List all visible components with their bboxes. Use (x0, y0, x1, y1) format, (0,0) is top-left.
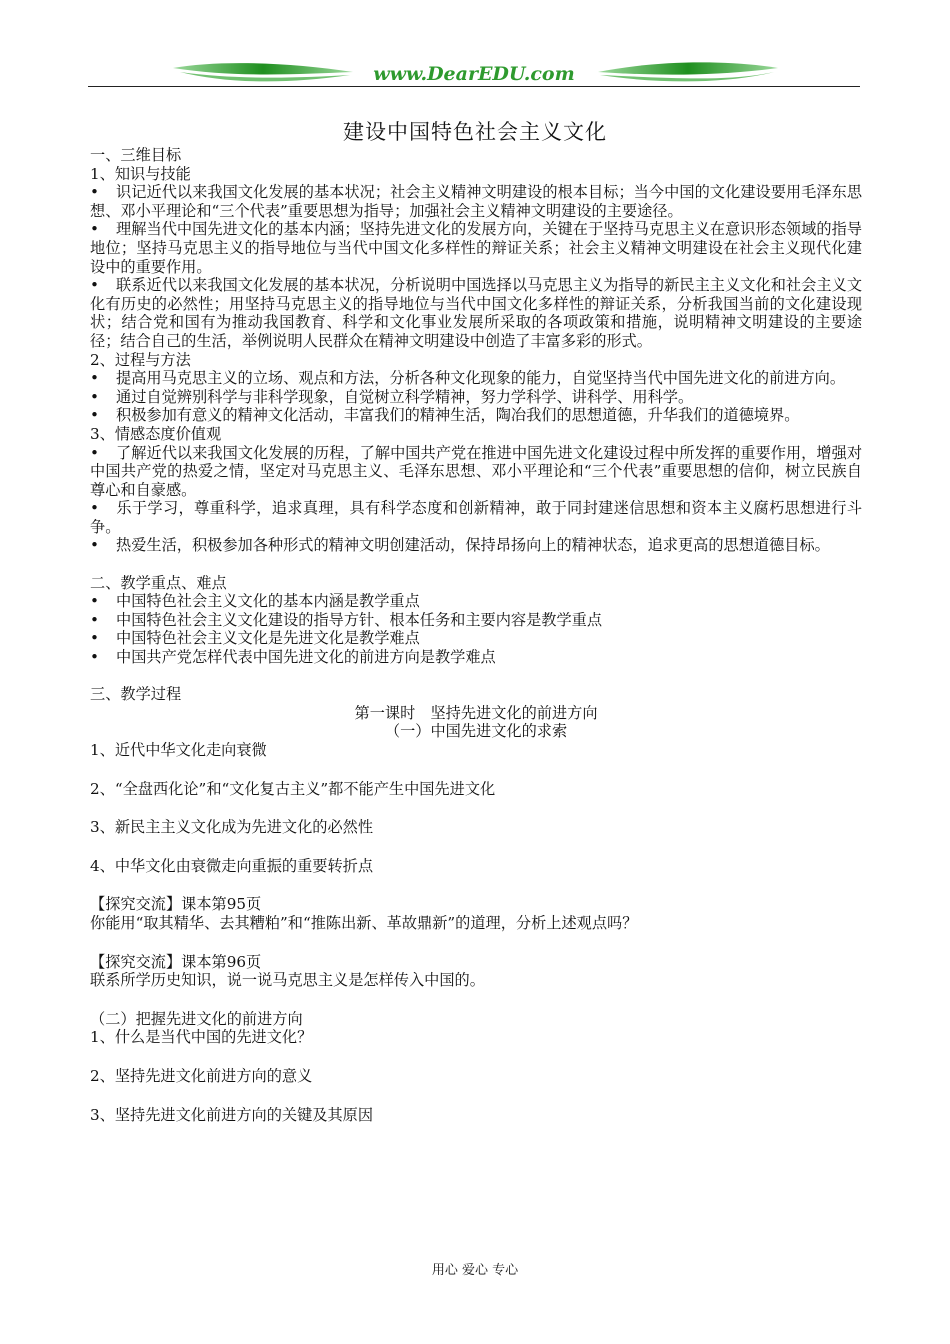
bullet-glyph: • (90, 369, 99, 388)
bullet-text: 识记近代以来我国文化发展的基本状况；社会主义精神文明建设的根本目标；当今中国的文化建设要用毛泽东思想、邓小平理论和“三个代表”重要思想为指导；加强社会主义精神文明建设的主要途径。 (90, 183, 862, 220)
document-body (90, 146, 862, 1124)
header-divider (88, 86, 860, 87)
bullet-glyph: • (90, 648, 99, 667)
bullet-item (90, 444, 862, 500)
bullet-glyph: • (90, 276, 99, 295)
spacer (90, 1086, 862, 1106)
bullet-glyph: • (90, 406, 99, 425)
bullet-text: 中国特色社会主义文化是先进文化是教学难点 (116, 629, 420, 648)
bullet-glyph: • (90, 629, 99, 648)
spacer (90, 667, 862, 686)
section-heading: 二、教学重点、难点 (90, 573, 227, 592)
bullet-text: 中国特色社会主义文化的基本内涵是教学重点 (116, 592, 420, 611)
bullet-glyph: • (90, 387, 99, 406)
bullet-item (90, 629, 862, 648)
bullet-text: 了解近代以来我国文化发展的历程，了解中国共产党在推进中国先进文化建设过程中所发挥的重要作用，增强对中国共产党的热爱之情，坚定对马克思主义、毛泽东思想、邓小平理论和“三个代表”重要思想的信仰，树立民族自尊心和自豪感。 (90, 443, 862, 499)
bullet-item (90, 592, 862, 611)
site-name: www.DearEDU.com (373, 63, 575, 85)
lesson-title: 第一课时 坚持先进文化的前进方向 (354, 703, 598, 722)
numbered-item: 4、中华文化由衰微走向重振的重要转折点 (90, 856, 374, 875)
bullet-glyph: • (90, 592, 99, 611)
document-title: 建设中国特色社会主义文化 (343, 120, 607, 144)
page-footer: 用心 爱心 专心 (431, 1263, 519, 1278)
bullet-text: 提高用马克思主义的立场、观点和方法，分析各种文化现象的能力，自觉坚持当代中国先进文化的前进方向。 (116, 369, 845, 388)
bullet-glyph: • (90, 443, 99, 462)
numbered-item: 3、坚持先进文化前进方向的关键及其原因 (90, 1105, 374, 1124)
subsection-heading: 2、过程与方法 (90, 350, 191, 369)
spacer (90, 760, 862, 780)
spacer (90, 1047, 862, 1067)
bullet-item (90, 369, 862, 388)
bullet-glyph: • (90, 183, 99, 202)
explore-label: 【探究交流】课本第95页 (90, 895, 262, 914)
spacer (90, 933, 862, 953)
subsection-heading: 1、知识与技能 (90, 164, 191, 183)
bullet-text: 通过自觉辨别科学与非科学现象，自觉树立科学精神，努力学科学、讲科学、用科学。 (116, 387, 694, 406)
bullet-glyph: • (90, 610, 99, 629)
bullet-item (90, 220, 862, 276)
bullet-glyph: • (90, 536, 99, 555)
spacer (90, 990, 862, 1010)
part-title: （一）中国先进文化的求索 (384, 722, 568, 741)
bullet-item (90, 536, 862, 555)
bullet-text: 积极参加有意义的精神文化活动，丰富我们的精神生活，陶冶我们的思想道德，升华我们的道德境界。 (116, 406, 800, 425)
bullet-text: 中国共产党怎样代表中国先进文化的前进方向是教学难点 (116, 648, 496, 667)
bullet-text: 联系近代以来我国文化发展的基本状况，分析说明中国选择以马克思主义为指导的新民主主义文化和社会主义文化有历史的必然性；用坚持马克思主义的指导地位与当代中国文化多样性的辩证关系，分析我国当前的文化建设现状；结合党和国有为推动我国教育、科学和文化事业发展所采取的各项政策和措施，说明精神文明建设的主要途径；结合自己的生活，举例说明人民群众在精神文明建设中创造了丰富多彩的形式。 (90, 276, 862, 350)
spacer (90, 875, 862, 895)
explore-text: 联系所学历史知识，说一说马克思主义是怎样传入中国的。 (90, 971, 485, 990)
bullet-item (90, 276, 862, 350)
bullet-item (90, 183, 862, 220)
bullet-text: 热爱生活，积极参加各种形式的精神文明创建活动，保持昂扬向上的精神状态，追求更高的思想道德目标。 (116, 536, 830, 555)
bullet-item (90, 388, 862, 407)
bullet-text: 理解当代中国先进文化的基本内涵；坚持先进文化的发展方向，关键在于坚持马克思主义在意识形态领域的指导地位；坚持马克思主义的指导地位与当代中国文化多样性的辩证关系；社会主义精神文明建设在社会主义现代化建设中的重要作用。 (90, 220, 862, 276)
spacer (90, 798, 862, 818)
explore-label: 【探究交流】课本第96页 (90, 952, 262, 971)
numbered-item: 2、坚持先进文化前进方向的意义 (90, 1066, 313, 1085)
spacer (90, 555, 862, 574)
bullet-item (90, 499, 862, 536)
numbered-item: 1、近代中华文化走向衰微 (90, 741, 267, 759)
numbered-item: 1、什么是当代中国的先进文化？ (90, 1028, 313, 1047)
numbered-item: 2、“全盘西化论”和“文化复古主义”都不能产生中国先进文化 (90, 779, 496, 798)
part-title: （二）把握先进文化的前进方向 (90, 1009, 303, 1028)
bullet-text: 乐于学习，尊重科学，追求真理，具有科学态度和创新精神，敢于同封建迷信思想和资本主义腐朽思想进行斗争。 (90, 499, 862, 536)
bullet-glyph: • (90, 220, 99, 239)
section-heading: 一、三维目标 (90, 146, 182, 164)
numbered-item: 3、新民主主义文化成为先进文化的必然性 (90, 818, 374, 837)
bullet-glyph: • (90, 499, 99, 518)
subsection-heading: 3、情感态度价值观 (90, 424, 222, 443)
bullet-item (90, 648, 862, 667)
spacer (90, 837, 862, 857)
bullet-item (90, 406, 862, 425)
bullet-item (90, 611, 862, 630)
section-heading: 三、教学过程 (90, 685, 182, 704)
bullet-text: 中国特色社会主义文化建设的指导方针、根本任务和主要内容是教学重点 (116, 610, 602, 629)
explore-text: 你能用“取其精华、去其糟粕”和“推陈出新、革故鼎新”的道理，分析上述观点吗？ (90, 913, 638, 932)
